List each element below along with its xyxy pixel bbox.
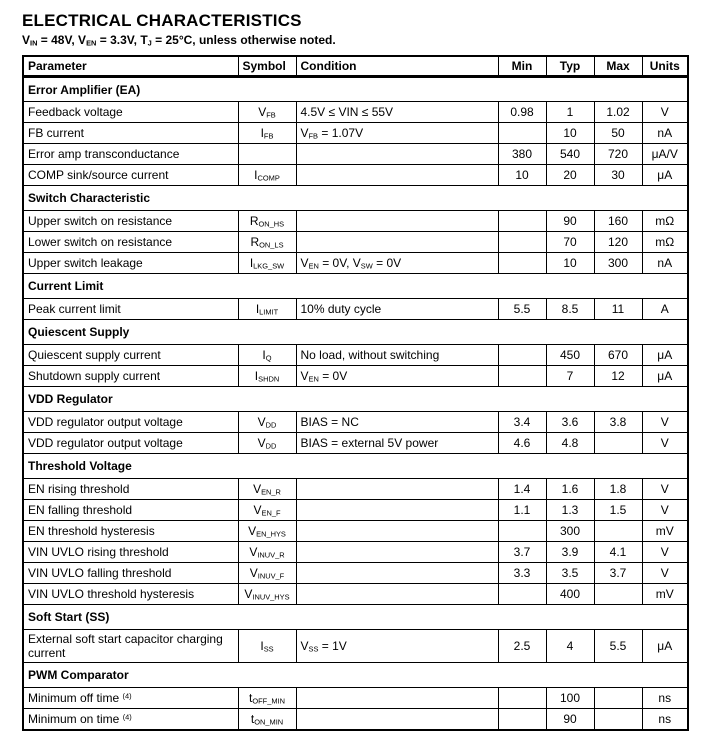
- condition-cell: BIAS = external 5V power: [296, 433, 498, 454]
- min-value-cell: [498, 521, 546, 542]
- typ-value-cell: 540: [546, 144, 594, 165]
- units-cell: V: [642, 542, 688, 563]
- column-header-min: Min: [498, 56, 546, 77]
- section-row: [23, 605, 688, 630]
- symbol-cell: $V_{DD}$: [238, 412, 296, 433]
- typ-value-cell: 400: [546, 584, 594, 605]
- symbol-cell: $t_{OFF\_MIN}$: [238, 688, 296, 709]
- section-row: [23, 387, 688, 412]
- max-value-cell: 12: [594, 366, 642, 387]
- symbol-cell: $I_{LKG\_SW}$: [238, 253, 296, 274]
- param-cell: Quiescent supply current: [23, 345, 238, 366]
- typ-value-cell: 3.5: [546, 563, 594, 584]
- param-cell: Peak current limit: [23, 299, 238, 320]
- parameter-row: [23, 102, 688, 123]
- section-title: Quiescent Supply: [23, 320, 688, 345]
- parameter-row: [23, 500, 688, 521]
- max-value-cell: 720: [594, 144, 642, 165]
- condition-cell: $V_{EN} = 0V$, $V_{SW} = 0V$: [296, 253, 498, 274]
- condition-cell: [296, 144, 498, 165]
- min-value-cell: [498, 584, 546, 605]
- condition-cell: [296, 211, 498, 232]
- min-value-cell: 3.3: [498, 563, 546, 584]
- typ-value-cell: 300: [546, 521, 594, 542]
- units-cell: nA: [642, 253, 688, 274]
- section-row: [23, 274, 688, 299]
- symbol-cell: $I_{FB}$: [238, 123, 296, 144]
- typ-value-cell: 3.6: [546, 412, 594, 433]
- min-value-cell: [498, 232, 546, 253]
- param-cell: FB current: [23, 123, 238, 144]
- symbol-cell: $V_{EN\_F}$: [238, 500, 296, 521]
- max-value-cell: 50: [594, 123, 642, 144]
- symbol-cell: $I_{COMP}$: [238, 165, 296, 186]
- symbol-cell: $I_{SS}$: [238, 630, 296, 663]
- condition-cell: [296, 542, 498, 563]
- param-cell: VIN UVLO rising threshold: [23, 542, 238, 563]
- column-header-symbol: Symbol: [238, 56, 296, 77]
- electrical-characteristics-table: [22, 55, 689, 731]
- max-value-cell: 3.8: [594, 412, 642, 433]
- parameter-row: [23, 630, 688, 663]
- units-cell: μA: [642, 366, 688, 387]
- condition-cell: No load, without switching: [296, 345, 498, 366]
- max-value-cell: 1.5: [594, 500, 642, 521]
- units-cell: V: [642, 433, 688, 454]
- typ-value-cell: 20: [546, 165, 594, 186]
- parameter-row: [23, 165, 688, 186]
- units-cell: μA: [642, 345, 688, 366]
- column-header-parameter: Parameter: [23, 56, 238, 77]
- typ-value-cell: 7: [546, 366, 594, 387]
- condition-cell: BIAS = NC: [296, 412, 498, 433]
- typ-value-cell: 70: [546, 232, 594, 253]
- parameter-row: [23, 299, 688, 320]
- max-value-cell: 300: [594, 253, 642, 274]
- min-value-cell: 1.1: [498, 500, 546, 521]
- min-value-cell: [498, 211, 546, 232]
- units-cell: mV: [642, 584, 688, 605]
- min-value-cell: 0.98: [498, 102, 546, 123]
- table-header-row: [23, 56, 688, 77]
- units-cell: μA/V: [642, 144, 688, 165]
- typ-value-cell: 1.6: [546, 479, 594, 500]
- min-value-cell: [498, 253, 546, 274]
- section-row: [23, 454, 688, 479]
- param-cell: VIN UVLO falling threshold: [23, 563, 238, 584]
- condition-cell: [296, 165, 498, 186]
- units-cell: V: [642, 102, 688, 123]
- param-cell: EN falling threshold: [23, 500, 238, 521]
- max-value-cell: 5.5: [594, 630, 642, 663]
- symbol-cell: $R_{ON\_HS}$: [238, 211, 296, 232]
- param-cell: VIN UVLO threshold hysteresis: [23, 584, 238, 605]
- condition-cell: 4.5V ≤ VIN ≤ 55V: [296, 102, 498, 123]
- min-value-cell: 1.4: [498, 479, 546, 500]
- units-cell: μA: [642, 165, 688, 186]
- page-title: ELECTRICAL CHARACTERISTICS: [22, 11, 302, 30]
- param-cell: Error amp transconductance: [23, 144, 238, 165]
- parameter-row: [23, 688, 688, 709]
- typ-value-cell: 1.3: [546, 500, 594, 521]
- symbol-cell: $V_{INUV\_F}$: [238, 563, 296, 584]
- min-value-cell: [498, 709, 546, 730]
- condition-cell: $V_{FB} = 1.07V$: [296, 123, 498, 144]
- max-value-cell: [594, 584, 642, 605]
- typ-value-cell: 90: [546, 709, 594, 730]
- param-cell: Lower switch on resistance: [23, 232, 238, 253]
- units-cell: mΩ: [642, 232, 688, 253]
- min-value-cell: [498, 366, 546, 387]
- condition-cell: [296, 521, 498, 542]
- section-row: [23, 663, 688, 688]
- min-value-cell: [498, 123, 546, 144]
- parameter-row: [23, 479, 688, 500]
- section-title: Threshold Voltage: [23, 454, 688, 479]
- parameter-row: [23, 433, 688, 454]
- section-title: Error Amplifier (EA): [23, 77, 688, 102]
- condition-cell: [296, 232, 498, 253]
- min-value-cell: 10: [498, 165, 546, 186]
- section-row: [23, 320, 688, 345]
- max-value-cell: 3.7: [594, 563, 642, 584]
- param-cell: Upper switch leakage: [23, 253, 238, 274]
- symbol-cell: $I_{SHDN}$: [238, 366, 296, 387]
- condition-cell: [296, 563, 498, 584]
- section-row: [23, 77, 688, 102]
- min-value-cell: 3.7: [498, 542, 546, 563]
- condition-cell: 10% duty cycle: [296, 299, 498, 320]
- symbol-cell: $t_{ON\_MIN}$: [238, 709, 296, 730]
- max-value-cell: [594, 433, 642, 454]
- units-cell: ns: [642, 688, 688, 709]
- min-value-cell: 4.6: [498, 433, 546, 454]
- symbol-cell: $V_{EN\_HYS}$: [238, 521, 296, 542]
- max-value-cell: 4.1: [594, 542, 642, 563]
- condition-cell: [296, 500, 498, 521]
- typ-value-cell: 100: [546, 688, 594, 709]
- max-value-cell: 160: [594, 211, 642, 232]
- min-value-cell: 3.4: [498, 412, 546, 433]
- test-conditions-note: $V_{IN} = 48V$, $V_{EN} = 3.3V$, $T_J = 25^\circ C$, unless otherwise noted.: [22, 33, 336, 48]
- section-title: VDD Regulator: [23, 387, 688, 412]
- parameter-row: [23, 542, 688, 563]
- section-title: Soft Start (SS): [23, 605, 688, 630]
- min-value-cell: [498, 688, 546, 709]
- condition-cell: $V_{EN} = 0V$: [296, 366, 498, 387]
- units-cell: ns: [642, 709, 688, 730]
- min-value-cell: 5.5: [498, 299, 546, 320]
- symbol-cell: $I_{LIMIT}$: [238, 299, 296, 320]
- typ-value-cell: 450: [546, 345, 594, 366]
- condition-cell: [296, 584, 498, 605]
- param-cell: External soft start capacitor charging current: [23, 630, 238, 663]
- section-title: Current Limit: [23, 274, 688, 299]
- param-cell: EN threshold hysteresis: [23, 521, 238, 542]
- param-cell: Shutdown supply current: [23, 366, 238, 387]
- typ-value-cell: 10: [546, 253, 594, 274]
- column-header-max: Max: [594, 56, 642, 77]
- max-value-cell: 11: [594, 299, 642, 320]
- condition-cell: $V_{SS} = 1V$: [296, 630, 498, 663]
- max-value-cell: [594, 521, 642, 542]
- typ-value-cell: 1: [546, 102, 594, 123]
- section-title: Switch Characteristic: [23, 186, 688, 211]
- min-value-cell: 2.5: [498, 630, 546, 663]
- max-value-cell: [594, 709, 642, 730]
- units-cell: mV: [642, 521, 688, 542]
- units-cell: A: [642, 299, 688, 320]
- parameter-row: [23, 123, 688, 144]
- symbol-cell: $R_{ON\_LS}$: [238, 232, 296, 253]
- symbol-cell: $V_{EN\_R}$: [238, 479, 296, 500]
- column-header-condition: Condition: [296, 56, 498, 77]
- param-cell: Minimum off time $^{(4)}$: [23, 688, 238, 709]
- column-header-typ: Typ: [546, 56, 594, 77]
- condition-cell: [296, 688, 498, 709]
- min-value-cell: 380: [498, 144, 546, 165]
- max-value-cell: 120: [594, 232, 642, 253]
- parameter-row: [23, 345, 688, 366]
- param-cell: VDD regulator output voltage: [23, 412, 238, 433]
- parameter-row: [23, 211, 688, 232]
- section-title: PWM Comparator: [23, 663, 688, 688]
- max-value-cell: 30: [594, 165, 642, 186]
- table-body: [23, 77, 688, 730]
- typ-value-cell: 4: [546, 630, 594, 663]
- units-cell: V: [642, 412, 688, 433]
- param-cell: Upper switch on resistance: [23, 211, 238, 232]
- param-cell: VDD regulator output voltage: [23, 433, 238, 454]
- min-value-cell: [498, 345, 546, 366]
- parameter-row: [23, 563, 688, 584]
- parameter-row: [23, 412, 688, 433]
- units-cell: V: [642, 479, 688, 500]
- units-cell: V: [642, 500, 688, 521]
- symbol-cell: $I_Q$: [238, 345, 296, 366]
- typ-value-cell: 90: [546, 211, 594, 232]
- units-cell: mΩ: [642, 211, 688, 232]
- param-cell: EN rising threshold: [23, 479, 238, 500]
- typ-value-cell: 10: [546, 123, 594, 144]
- param-cell: Minimum on time $^{(4)}$: [23, 709, 238, 730]
- max-value-cell: 1.02: [594, 102, 642, 123]
- parameter-row: [23, 709, 688, 730]
- parameter-row: [23, 366, 688, 387]
- max-value-cell: 1.8: [594, 479, 642, 500]
- units-cell: nA: [642, 123, 688, 144]
- symbol-cell: $V_{INUV\_R}$: [238, 542, 296, 563]
- typ-value-cell: 3.9: [546, 542, 594, 563]
- max-value-cell: 670: [594, 345, 642, 366]
- parameter-row: [23, 253, 688, 274]
- typ-value-cell: 8.5: [546, 299, 594, 320]
- units-cell: μA: [642, 630, 688, 663]
- parameter-row: [23, 521, 688, 542]
- param-cell: COMP sink/source current: [23, 165, 238, 186]
- parameter-row: [23, 232, 688, 253]
- parameter-row: [23, 584, 688, 605]
- column-header-units: Units: [642, 56, 688, 77]
- typ-value-cell: 4.8: [546, 433, 594, 454]
- section-row: [23, 186, 688, 211]
- symbol-cell: $V_{DD}$: [238, 433, 296, 454]
- symbol-cell: $V_{INUV\_HYS}$: [238, 584, 296, 605]
- condition-cell: [296, 479, 498, 500]
- symbol-cell: [238, 144, 296, 165]
- symbol-cell: $V_{FB}$: [238, 102, 296, 123]
- condition-cell: [296, 709, 498, 730]
- param-cell: Feedback voltage: [23, 102, 238, 123]
- units-cell: V: [642, 563, 688, 584]
- max-value-cell: [594, 688, 642, 709]
- parameter-row: [23, 144, 688, 165]
